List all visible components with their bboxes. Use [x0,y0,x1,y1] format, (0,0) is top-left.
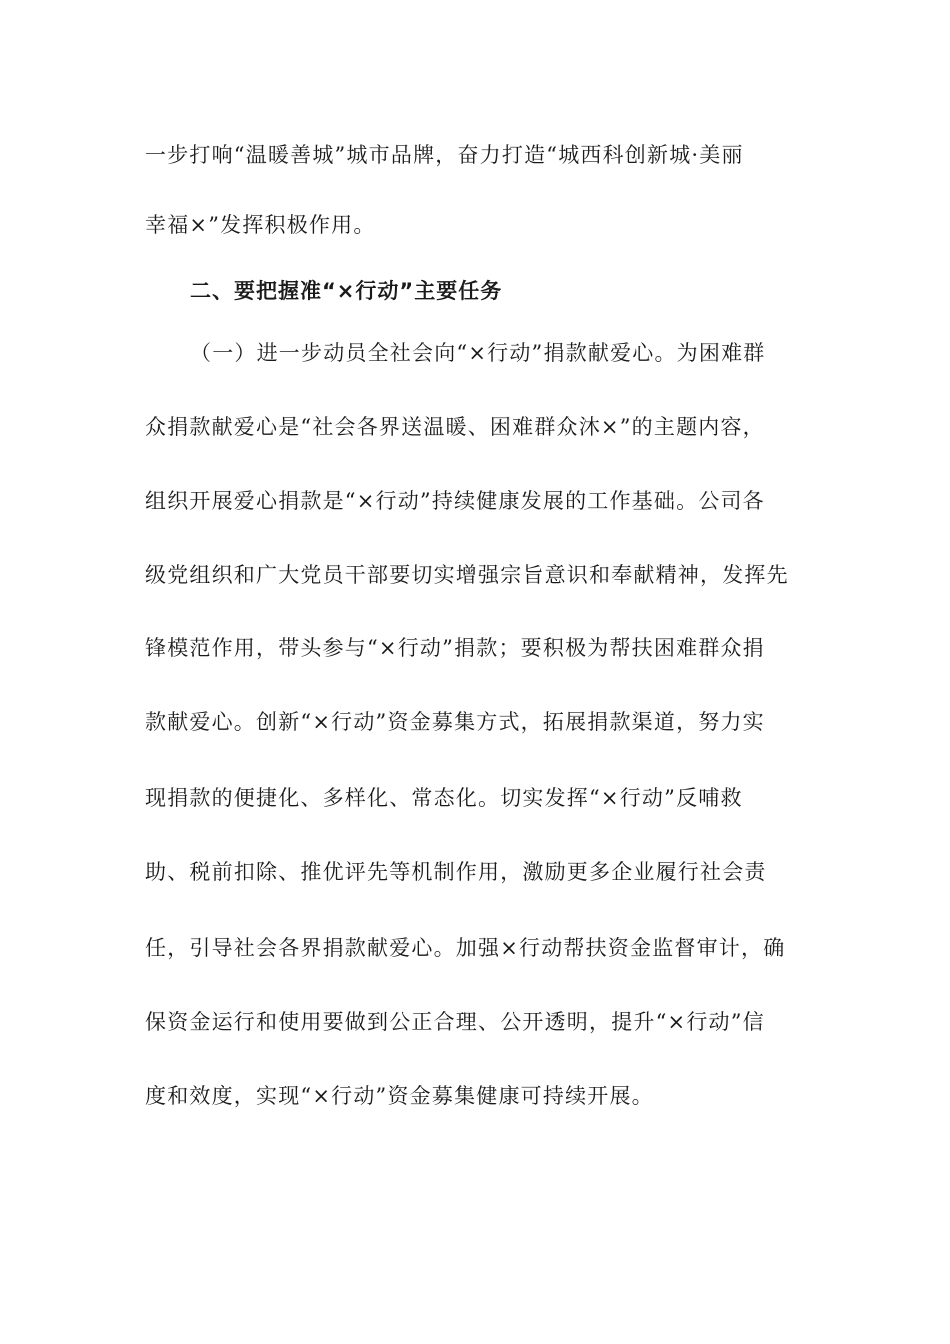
paragraph-line: 级党组织和广大党员干部要切实增强宗旨意识和奉献精神，发挥先 [145,563,789,587]
paragraph-line: 保资金运行和使用要做到公正合理、公开透明，提升“×行动”信 [145,1010,765,1034]
paragraph-line: 一步打响“温暖善城”城市品牌，奋力打造“城西科创新城·美丽 [145,143,744,167]
paragraph-line: （一）进一步动员全社会向“×行动”捐款献爱心。为困难群 [190,341,766,365]
paragraph-line: 助、税前扣除、推优评先等机制作用，激励更多企业履行社会责 [145,860,767,884]
paragraph-line: 锋模范作用，带头参与“×行动”捐款；要积极为帮扶困难群众捐 [145,636,765,660]
paragraph-line: 众捐款献爱心是“社会各界送温暖、困难群众沐×”的主题内容， [145,415,765,439]
paragraph-line: 任，引导社会各界捐款献爱心。加强×行动帮扶资金监督审计，确 [145,936,786,960]
paragraph-line: 度和效度，实现“×行动”资金募集健康可持续开展。 [145,1084,654,1108]
section-heading: 二、要把握准“×行动”主要任务 [190,279,503,303]
paragraph-line: 款献爱心。创新“×行动”资金募集方式，拓展捐款渠道，努力实 [145,710,765,734]
paragraph-line: 现捐款的便捷化、多样化、常态化。切实发挥“×行动”反哺救 [145,786,743,810]
paragraph-line: 组织开展爱心捐款是“×行动”持续健康发展的工作基础。公司各 [145,489,765,513]
paragraph-line: 幸福×”发挥积极作用。 [145,213,376,237]
